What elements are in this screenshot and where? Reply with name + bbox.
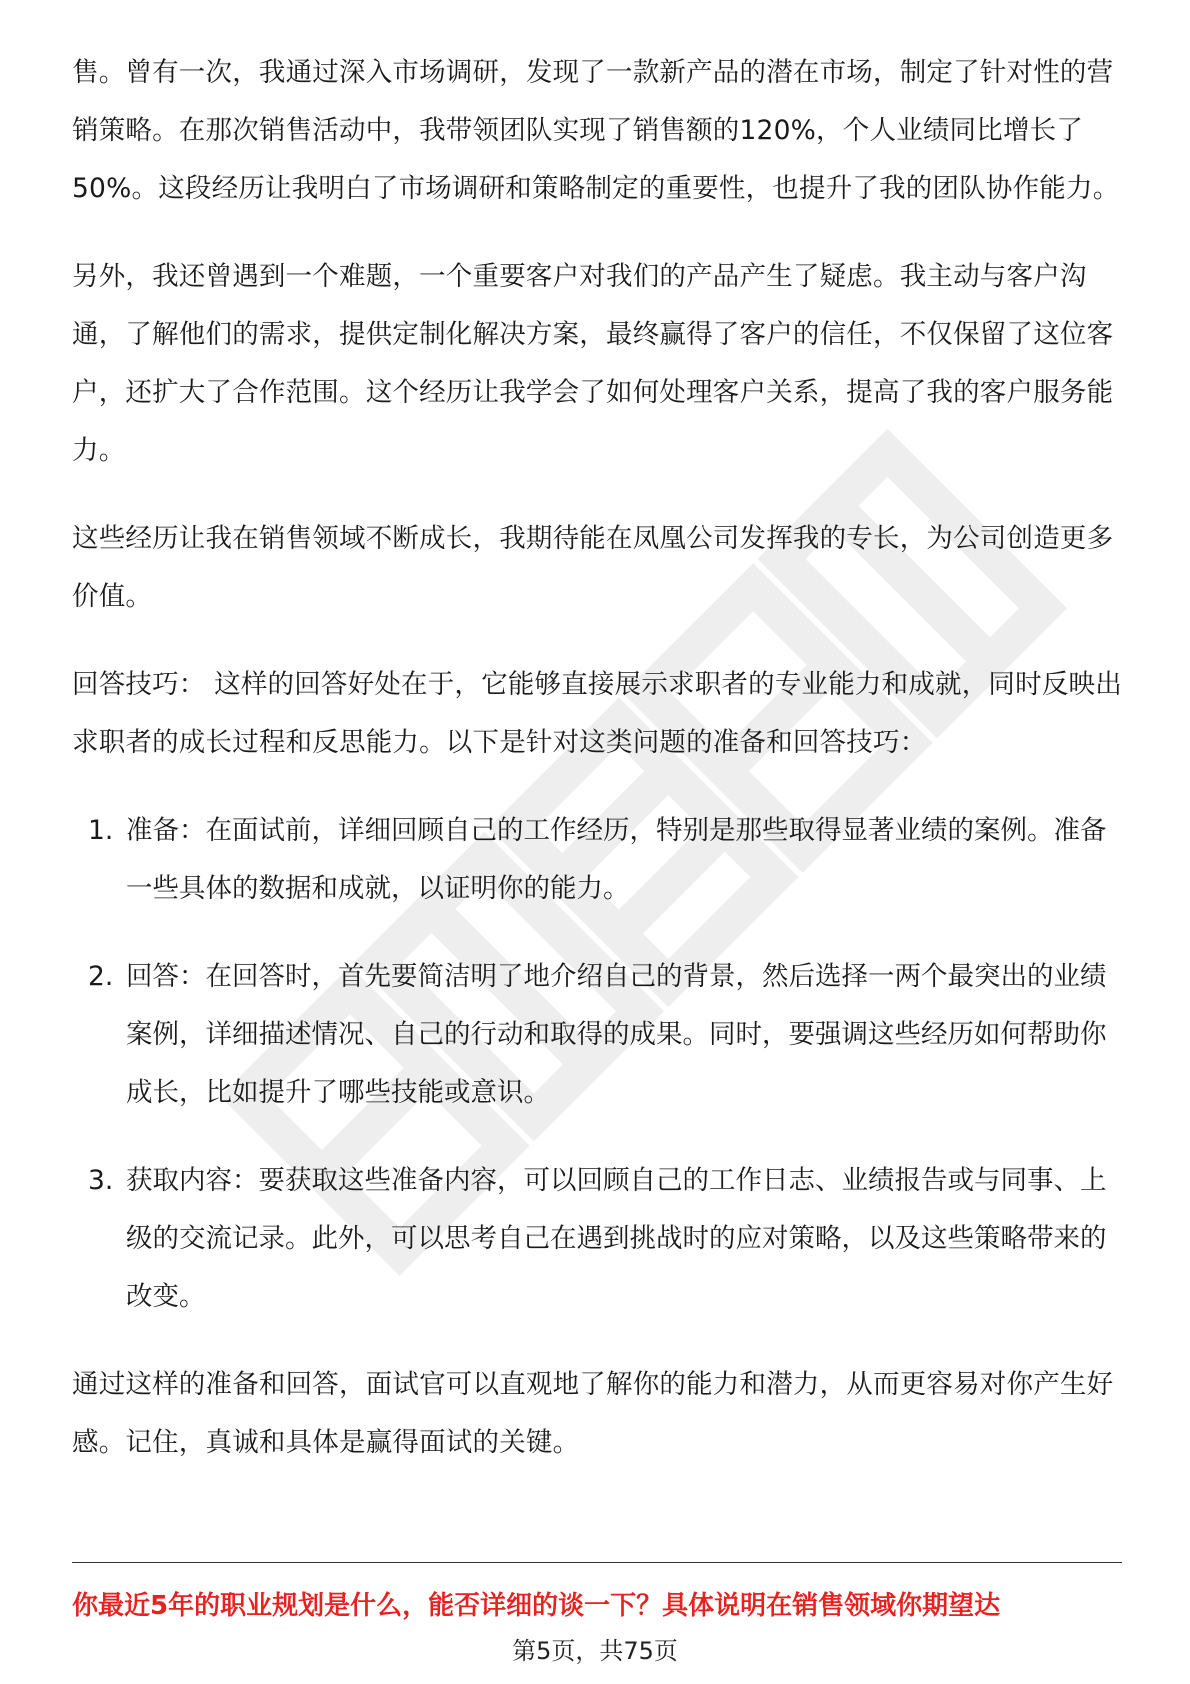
list-item [72,802,1122,918]
list-item-number: 3. [88,1165,114,1196]
list-item-number: 1. [88,815,114,846]
list-item [72,1152,1122,1326]
paragraph-conclusion: 这些经历让我在销售领域不断成长，我期待能在凤凰公司发挥我的专长，为公司创造更多价值。 [72,523,1114,612]
paragraph-answer-tips: 回答技巧： 这样的回答好处在于，它能够直接展示求职者的专业能力和成就，同时反映出求职者的成长过程和反思能力。以下是针对这类问题的准备和回答技巧： [72,669,1122,758]
list-item [72,948,1122,1122]
paragraph-experience-2: 另外，我还曾遇到一个难题，一个重要客户对我们的产品产生了疑虑。我主动与客户沟通，了解他们的需求，提供定制化解决方案，最终赢得了客户的信任，不仅保留了这位客户，还扩大了合作范围。这个经历让我学会了如何处理客户关系，提高了我的客户服务能力。 [72,261,1114,466]
list-item-text: 回答：在回答时，首先要简洁明了地介绍自己的背景，然后选择一两个最突出的业绩案例，详细描述情况、自己的行动和取得的成果。同时，要强调这些经历如何帮助你成长，比如提升了哪些技能或意识。 [126,961,1107,1108]
list-item-text: 准备：在面试前，详细回顾自己的工作经历，特别是那些取得显著业绩的案例。准备一些具体的数据和成就，以证明你的能力。 [126,815,1107,904]
footer-divider [72,1562,1122,1563]
next-question-heading: 你最近5年的职业规划是什么，能否详细的谈一下？具体说明在销售领域你期望达 [72,1591,1001,1621]
list-item-number: 2. [88,961,114,992]
document-body [72,44,1122,1502]
tips-list [72,802,1122,1326]
page-number: 第5页，共75页 [512,1637,678,1665]
paragraph-experience-1: 售。曾有一次，我通过深入市场调研，发现了一款新产品的潜在市场，制定了针对性的营销策略。在那次销售活动中，我带领团队实现了销售额的120%，个人业绩同比增长了50%。这段经历让我明白了市场调研和策略制定的重要性，也提升了我的团队协作能力。 [72,57,1120,204]
list-item-text: 获取内容：要获取这些准备内容，可以回顾自己的工作日志、业绩报告或与同事、上级的交流记录。此外，可以思考自己在遇到挑战时的应对策略，以及这些策略带来的改变。 [126,1165,1107,1312]
paragraph-closing: 通过这样的准备和回答，面试官可以直观地了解你的能力和潜力，从而更容易对你产生好感。记住，真诚和具体是赢得面试的关键。 [72,1369,1114,1458]
